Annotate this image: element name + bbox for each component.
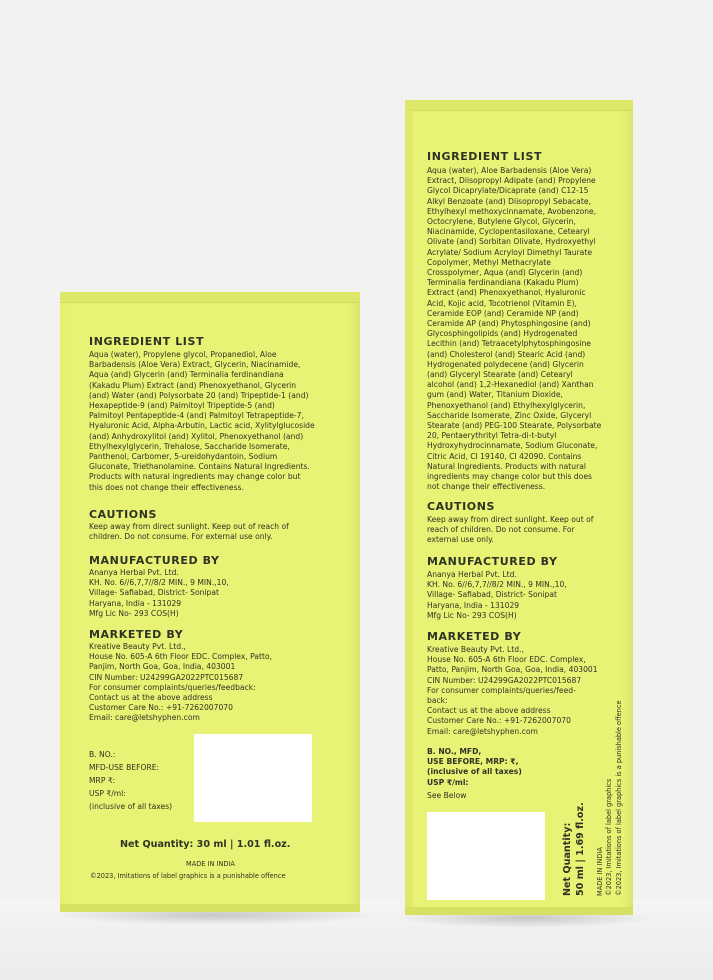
right-batch-sticker-area <box>427 812 545 900</box>
right-manufactured-heading: MANUFACTURED BY <box>427 555 558 568</box>
left-net-quantity: Net Quantity: 30 ml | 1.01 fl.oz. <box>120 839 291 850</box>
left-ingredient-heading: INGREDIENT LIST <box>89 335 205 348</box>
right-made-in-india: MADE IN INDIA <box>596 847 604 896</box>
right-ingredient-heading: INGREDIENT LIST <box>427 150 543 163</box>
right-batch-fields: B. NO., MFD, USE BEFORE, MRP: ₹, (inclusive of all taxes) USP ₹/ml: <box>427 747 522 787</box>
right-copyright-long: ©2023, Imitations of label graphics is a punishable offence <box>615 700 623 896</box>
left-cautions-text: Keep away from direct sunlight. Keep out of reach of children. Do not consume. For external use only. <box>89 522 289 542</box>
left-manufactured-heading: MANUFACTURED BY <box>89 554 220 567</box>
left-made-in-india: MADE IN INDIA <box>186 860 235 868</box>
right-cautions-heading: CAUTIONS <box>427 500 496 513</box>
left-ingredient-text: Aqua (water), Propylene glycol, Propanediol, Aloe Barbadensis (Aloe Vera) Extract, Glycerin, Niacinamide, Aqua (and) Glycerin (and) Terminalia ferdinandiana (Kakadu Plum) Extract (and) Phenoxyethanol, Glycerin (and) Water (and) Polysorbate 20 (and) Tripeptide-1 (and) Hexapeptide-9 (and) Palmitoyl Tripeptide-5 (and) Palmitoyl Pentapeptide-4 (and) Palmitoyl Tetrapeptide-7, Hyaluronic Acid, Alpha-Arbutin, Lactic acid, Xylitylglucoside (and) Anhydroxylitol (and) Xylitol, Phenoxyethanol (and) Ethylhexylglycerin, Trehalose, Saccharide Isomerate, Panthenol, Carbomer, 5-ureidohydantoin, Sodium Gluconate, Triethanolamine. Contains Natural Ingredients. Products with natural ingredients may change color but this does not change their effectiveness. <box>89 350 315 492</box>
right-box-left-edge <box>405 110 413 907</box>
right-marketed-heading: MARKETED BY <box>427 630 522 643</box>
left-marketed-text: Kreative Beauty Pvt. Ltd., House No. 605-A 6th Floor EDC. Complex, Patto, Panjim, North Goa, Goa, India, 403001 CIN Number: U24299GA2022PTC015687 For consumer complaints/queries/feedback: Contact us at the above address Customer Care No.: +91-7262007070 Email: care@letshyphen.com <box>89 642 273 723</box>
left-marketed-heading: MARKETED BY <box>89 628 184 641</box>
left-cautions-heading: CAUTIONS <box>89 508 158 521</box>
right-manufactured-text: Ananya Herbal Pvt. Ltd. KH. No. 6//6,7,7//8/2 MIN., 9 MIN.,10, Village- Safiabad, District- Sonipat Haryana, India - 131029 Mfg Lic No- 293 COS(H) <box>427 570 567 620</box>
left-box-bottom-edge <box>60 904 360 912</box>
left-batch-fields: B. NO.: MFD-USE BEFORE: MRP ₹: USP ₹/ml: (inclusive of all taxes) <box>89 750 173 811</box>
right-product-box <box>405 100 633 915</box>
right-net-quantity-value: 50 ml | 1.69 fl.oz. <box>575 802 586 896</box>
left-box-top-flap <box>60 292 360 303</box>
right-box-bottom-edge <box>405 907 633 915</box>
right-see-below: See Below <box>427 791 467 800</box>
right-copyright-short: ©2023, Imitations of label graphics <box>605 778 613 896</box>
right-ingredient-text: Aqua (water), Aloe Barbadensis (Aloe Vera) Extract, Diisopropyl Adipate (and) Propylene Glycol Dicaprylate/Dicaprate (and) C12-15 Alkyl Benzoate (and) Diisopropyl Sebacate, Ethylhexyl methoxycinnamate, Avobenzone, Octocrylene, Butylene Glycol, Glycerin, Niacinamide, Cyclopentasiloxane, Cetearyl Olivate (and) Sorbitan Olivate, Hydroxyethyl Acrylate/ Sodium Acryloyl Dimethyl Taurate Copolymer, Methyl Methacrylate Crosspolymer, Aqua (and) Glycerin (and) Terminalia ferdinandiana (Kakadu Plum) Extract (and) Phenoxyethanol, Hyaluronic Acid, Kojic acid, Tocotrienol (Vitamin E), Ceramide EOP (and) Ceramide NP (and) Ceramide AP (and) Phytosphingosine (and) Glycosphingolipids (and) Hydrogenated Lecithin (and) Tetraacetylphytosphingosine (and) Cholesterol (and) Stearic Acid (and) Hydrogenated polydecene (and) Glycerin (and) Glyceryl Stearate (and) Cetearyl alcohol (and) 1,2-Hexanediol (and) Xanthan gum (and) Water, Titanium Dioxide, Phenoxyethanol (and) Ethylhexylglycerin, Saccharide Isomerate, Zinc Oxide, Glyceryl Stearate (and) PEG-100 Stearate, Polysorbate 20, Pentaerythrityl Tetra-di-t-butyl Hydroxyhydrocinnamate, Sodium Gluconate, Citric Acid, CI 19140, CI 42090. Contains Natural Ingredients. Products with natural ingredients may change color but this does not change their effectiveness. <box>427 166 602 492</box>
right-marketed-text: Kreative Beauty Pvt. Ltd., House No. 605-A 6th Floor EDC. Complex, Patto, Panjim, North Goa, Goa, India, 403001 CIN Number: U24299GA2022PTC015687 For consumer complaints/queries/feed- back: Contact us at the above address Customer Care No.: +91-7262007070 Email: care@letshyphen.com <box>427 645 598 736</box>
right-box-top-flap <box>405 100 633 111</box>
right-cautions-text: Keep away from direct sunlight. Keep out of reach of children. Do not consume. For external use only. <box>427 515 594 545</box>
right-net-quantity-label: Net Quantity: <box>562 822 573 896</box>
left-manufactured-text: Ananya Herbal Pvt. Ltd. KH. No. 6//6,7,7//8/2 MIN., 9 MIN.,10, Village- Safiabad, District- Sonipat Haryana, India - 131029 Mfg Lic No- 293 COS(H) <box>89 568 229 618</box>
left-copyright: ©2023, Imitations of label graphics is a punishable offence <box>90 872 286 880</box>
left-batch-sticker-area <box>194 734 312 822</box>
left-product-box <box>60 292 360 912</box>
